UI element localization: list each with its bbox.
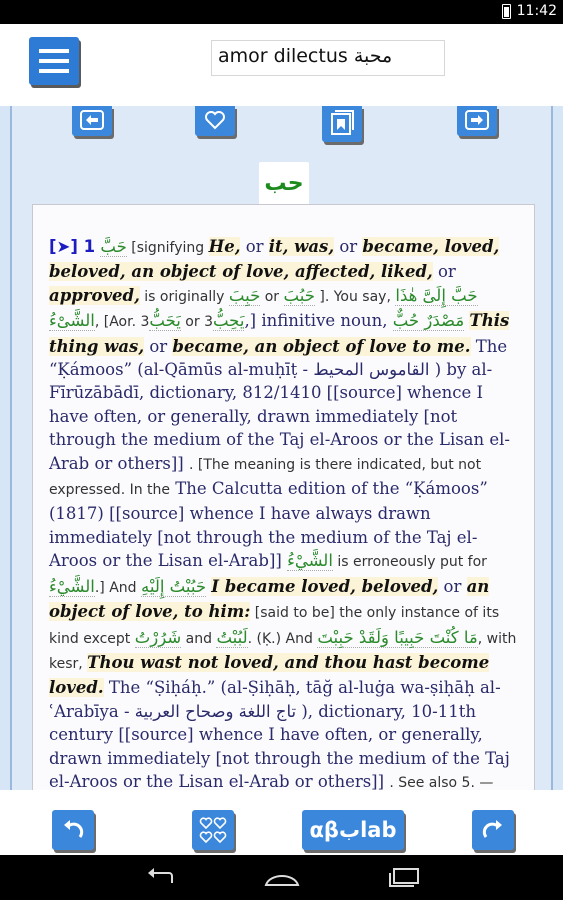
arabic-term[interactable]: حَبَّ	[100, 237, 127, 256]
arabic-term[interactable]: يَحِبُّ	[212, 311, 245, 331]
text: or	[260, 288, 284, 305]
definition: an object of love, to him:	[49, 576, 490, 622]
bottom-toolbar	[0, 790, 563, 855]
battery-icon	[502, 4, 511, 19]
redo-button[interactable]	[472, 810, 514, 850]
favorites-button[interactable]	[192, 810, 234, 850]
arabic-term[interactable]: يَحَبُّ	[149, 311, 181, 331]
text: or	[240, 237, 269, 256]
heart-icon	[204, 110, 226, 130]
text: or	[432, 262, 456, 282]
back-button[interactable]	[72, 106, 112, 136]
hamburger-line	[39, 69, 69, 73]
arabic-term[interactable]: حَبَّ إِلَىَّ هٰذَا الشَّىْءُ	[49, 285, 478, 331]
text: , [Aor. 3	[94, 314, 150, 331]
definition: approved,	[49, 285, 140, 305]
definition: it, was,	[268, 237, 335, 256]
content-area	[10, 106, 553, 790]
sense-marker[interactable]: [➤] 1	[49, 237, 96, 256]
text: . [The meaning is there indicated, but not expressed. In the	[49, 456, 482, 499]
text: . (Ḳ.) And	[247, 630, 318, 647]
status-bar	[0, 0, 563, 24]
top-bar	[0, 24, 563, 106]
system-navigation-bar	[0, 855, 563, 900]
arabic-term[interactable]: حَبِبَ	[228, 285, 261, 305]
arabic-term[interactable]: حَبُبَ	[283, 285, 315, 305]
source-note: The “Ṣiḥáḥ.” (al-Ṣiḥāḥ, tāğ al-luġa wa-ṣiḥāḥ al-ʿArabīya - تاج اللغة وصحاح العربية ), dictionary, 10-11th century [[source] whence I have often, or generally, drawn immediately [not through the medium of the Taj el-Aroos or the Lisan el-Arab or others]]	[49, 678, 510, 790]
redo-icon	[480, 817, 506, 843]
text: [said to be] the only instance of its kind except	[49, 605, 500, 647]
text: . See also 5. —	[389, 774, 494, 790]
forward-button[interactable]	[457, 106, 497, 136]
entry-text	[49, 235, 518, 790]
arabic-term[interactable]: شَرُرْتُ	[134, 627, 182, 647]
clock: 11:42	[516, 3, 557, 19]
text: [signifying	[126, 240, 209, 256]
arabic-term[interactable]: مَا كُنْتَ حَبِيبًا وَلَقَدْ حَبِبْتَ	[317, 627, 478, 647]
text: or	[144, 336, 173, 356]
text: is erroneously put for	[332, 554, 487, 571]
undo-icon	[60, 817, 86, 843]
text: or 3	[180, 314, 213, 331]
arabic-term[interactable]: حَبُبْتُ إِلَيْهِ	[141, 576, 207, 596]
text: or	[438, 576, 467, 596]
text: and	[181, 630, 217, 647]
dictionary-entry	[32, 204, 535, 790]
definition: I became loved, beloved,	[211, 576, 439, 596]
definition: became, loved, beloved, an object of love, affected, liked,	[49, 237, 500, 282]
bookmark-button[interactable]	[322, 106, 362, 142]
favorite-button[interactable]	[195, 106, 235, 136]
text: or	[334, 237, 363, 256]
alphabet-button[interactable]: αβبlab	[302, 810, 404, 850]
hamburger-icon	[39, 49, 69, 53]
text: .] And	[94, 579, 141, 596]
arabic-term[interactable]: مَصْدَرٌ حُبٌّ	[392, 311, 465, 331]
arabic-term[interactable]: لَبُبْتُ	[216, 627, 248, 647]
source-note: The Calcutta edition of the “Ḳámoos” (1817) [[source] whence I have always drawn immediately [not through the medium of the Taj el-Aroos or the Lisan el-Arab]]	[49, 479, 488, 571]
bookmark-icon	[329, 110, 355, 136]
search-input[interactable]: amor dilectus محبة	[211, 40, 445, 76]
source-note: The “Ḳámoos” (al-Qāmūs al-muḥīṭ - القاموس المحيط ) by al-Fīrūzābādī, dictionary, 812/1410 [[source] whence I have often, or generally, drawn immediately [not through the medium of the Taj el-Aroos or the Lisan el-Arab or others]]	[49, 336, 511, 473]
root-word: حب	[259, 162, 309, 206]
hamburger-line	[39, 59, 69, 63]
arabic-term[interactable]: الشَّيْءُ	[49, 576, 95, 596]
text: ,] infinitive noun,	[244, 311, 393, 331]
definition: This thing was,	[49, 311, 510, 356]
text: is originally	[139, 288, 229, 305]
system-recents-icon[interactable]	[388, 867, 420, 887]
system-back-icon[interactable]	[144, 867, 178, 887]
definition: He,	[208, 237, 241, 256]
text: ]. You say,	[314, 288, 396, 305]
definition: became, an object of love to me.	[172, 336, 471, 356]
arrow-left-icon	[80, 110, 104, 130]
arrow-right-icon	[465, 110, 489, 130]
undo-button[interactable]	[52, 810, 94, 850]
system-home-icon[interactable]	[264, 867, 300, 887]
menu-button[interactable]	[29, 37, 79, 85]
hearts-icon	[198, 815, 228, 845]
text: , with kesr,	[49, 630, 517, 672]
definition: Thou wast not loved, and thou hast become loved.	[49, 652, 490, 698]
arabic-term[interactable]: الشَّيْءُ	[287, 551, 333, 571]
